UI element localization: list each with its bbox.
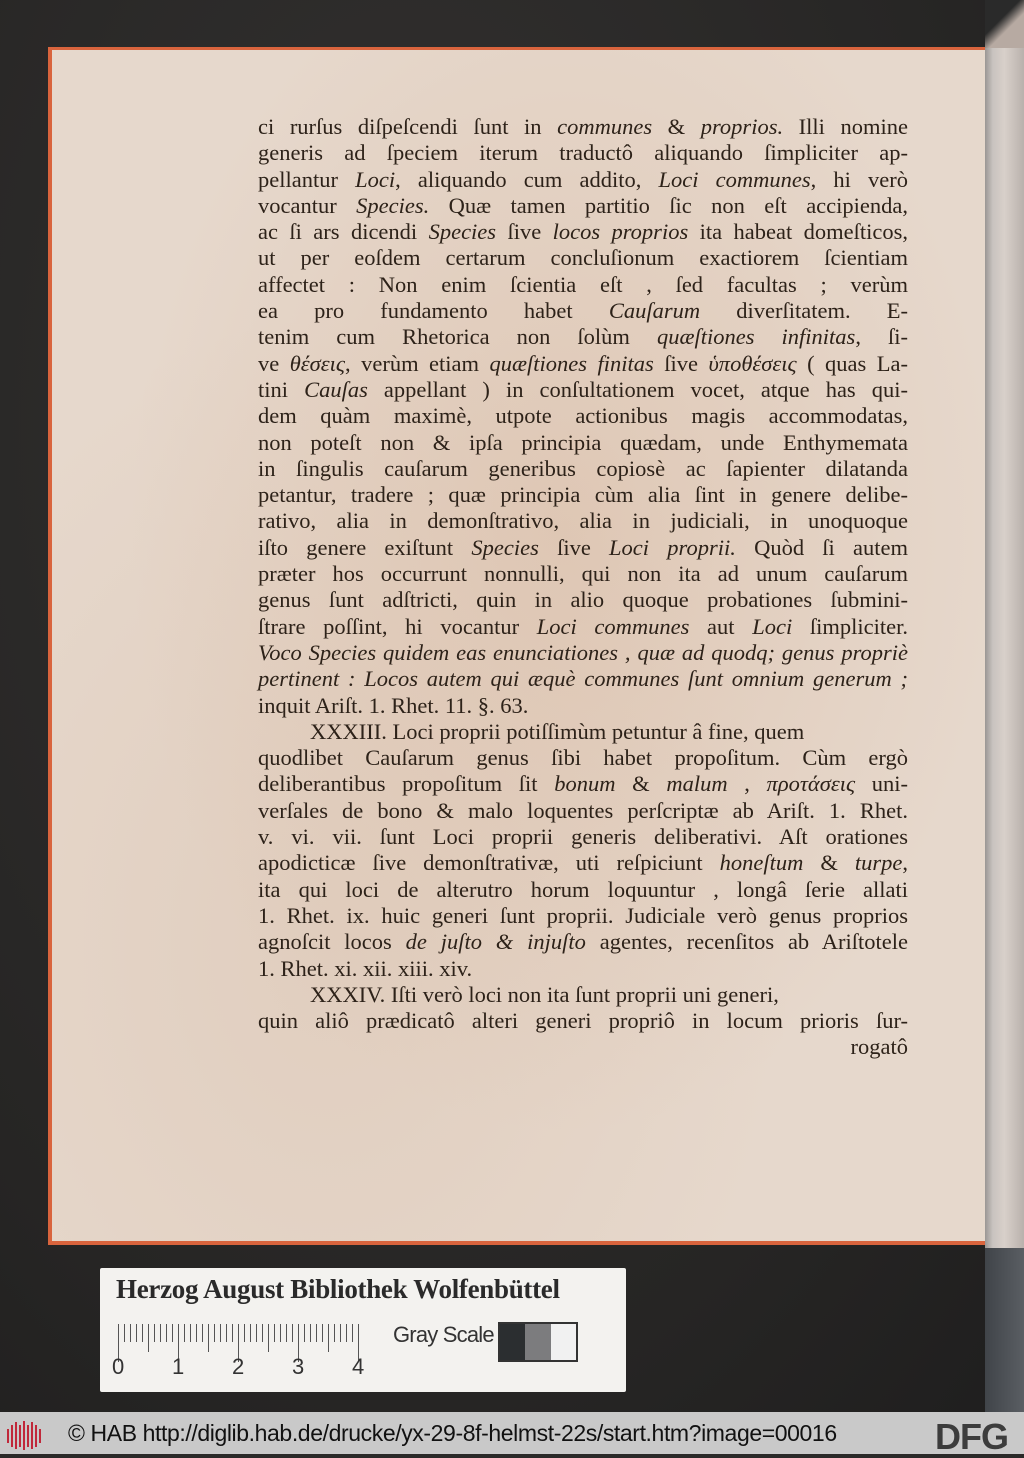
- ruler-tick: [154, 1324, 155, 1342]
- italic-text: Cauſas: [304, 376, 368, 402]
- ruler-tick: [226, 1324, 227, 1342]
- italic-text: communes: [557, 114, 653, 139]
- text-line: [258, 193, 908, 219]
- text-line: [258, 982, 908, 1008]
- gray-swatch: [551, 1324, 576, 1360]
- roman-text: agnoſcit locos: [258, 929, 406, 955]
- roman-text: ,: [902, 850, 908, 876]
- text-line: [258, 693, 908, 719]
- text-line: [258, 482, 908, 508]
- roman-text: &: [615, 771, 667, 797]
- roman-text: iſto genere exiſtunt: [258, 534, 472, 560]
- roman-text: in ſingulis cauſarum generibus copiosè ac ſapienter dilatanda: [258, 455, 908, 481]
- ruler-tick: [262, 1324, 263, 1342]
- roman-text: ita habeat domeſticos,: [688, 219, 908, 245]
- ruler-tick: [172, 1324, 173, 1342]
- italic-text: Species.: [356, 192, 430, 218]
- text-line: [258, 403, 908, 429]
- text-line: [258, 903, 908, 929]
- italic-text: θέσεις: [289, 350, 345, 376]
- ruler-tick: [322, 1324, 323, 1342]
- italic-text: ὑποθέσεις: [708, 350, 797, 376]
- ruler-label: 0: [112, 1354, 125, 1379]
- ruler-tick: [220, 1324, 221, 1342]
- italic-text: Loci communes: [536, 613, 690, 639]
- dfg-logo: DFG: [935, 1416, 1008, 1457]
- library-color-card: [100, 1268, 626, 1392]
- roman-text: petantur, tradere ; quæ principia cùm alia ſint in genere delibe-: [258, 482, 908, 508]
- text-line: [258, 956, 908, 982]
- ruler-tick: [160, 1324, 161, 1342]
- ruler-tick: [244, 1324, 245, 1342]
- text-line: [258, 587, 908, 613]
- italic-text: Loci proprii.: [609, 534, 736, 560]
- italic-text: Voco Species quidem eas enunciationes , quæ ad quodq; genus propriè: [258, 639, 908, 665]
- ruler-tick: [190, 1324, 191, 1342]
- roman-text: tini: [258, 376, 305, 402]
- adjacent-page-shadow: [985, 1248, 1024, 1412]
- roman-text: aut: [689, 613, 753, 639]
- ruler-label: 2: [232, 1354, 245, 1379]
- roman-text: ac ſi ars dicendi: [258, 219, 429, 245]
- ruler-tick: [340, 1324, 341, 1342]
- ruler-tick: [214, 1324, 215, 1342]
- text-line: [258, 745, 908, 771]
- text-line: [258, 298, 908, 324]
- text-line: [258, 877, 908, 903]
- roman-text: Quæ tamen partitio ſic non eſt accipienda,: [429, 192, 908, 218]
- roman-text: ci rurſus diſpeſcendi ſunt in: [258, 114, 558, 139]
- ruler-tick: [310, 1324, 311, 1342]
- roman-text: ea pro fundamento habet: [258, 298, 609, 324]
- roman-text: ve: [258, 350, 290, 376]
- roman-text: ita qui loci de alterutro horum loquuntur , longâ ſerie allati: [258, 876, 908, 902]
- page-text: [258, 114, 908, 1061]
- italic-text: honeſtum: [719, 850, 804, 876]
- ruler-tick: [328, 1324, 329, 1352]
- italic-text: Species: [428, 219, 497, 245]
- italic-text: Species: [471, 534, 539, 560]
- italic-text: προτάσεις: [766, 771, 856, 797]
- ruler-tick: [208, 1324, 209, 1352]
- text-line: [258, 351, 908, 377]
- roman-text: 1. Rhet. ix. huic generi ſunt proprii. Judiciale verò genus proprios: [258, 902, 908, 928]
- text-line: [258, 508, 908, 534]
- roman-text: ſive: [538, 534, 610, 560]
- roman-text: genus ſunt adſtricti, quin in alio quoque probationes ſubmini-: [258, 587, 908, 613]
- ruler-tick: [142, 1324, 143, 1342]
- text-line: [258, 719, 908, 745]
- italic-text: quæſtiones finitas: [489, 350, 654, 376]
- text-line: [258, 430, 908, 456]
- italic-text: quæſtiones infinitas: [656, 324, 856, 350]
- italic-text: bonum: [554, 771, 616, 797]
- roman-text: diverſitatem. E-: [700, 298, 908, 324]
- roman-text: tenim cum Rhetorica non ſolùm: [258, 324, 657, 350]
- text-line: [258, 167, 908, 193]
- roman-text: vocantur: [258, 192, 357, 218]
- text-line: [258, 824, 908, 850]
- roman-text: præter hos occurrunt nonnulli, qui non ita ad unum cauſarum: [258, 561, 908, 587]
- text-line: [258, 219, 908, 245]
- footer-bar: [0, 1412, 1024, 1457]
- text-line: [258, 1008, 908, 1034]
- ruler-tick: [250, 1324, 251, 1342]
- roman-text: Illi nomine: [783, 114, 908, 139]
- text-line: [258, 535, 908, 561]
- text-line: [258, 377, 908, 403]
- italic-text: Loci: [355, 166, 396, 192]
- roman-text: dem quàm maximè, utpote actionibus magis accommodatas,: [258, 403, 908, 429]
- ruler-tick: [286, 1324, 287, 1342]
- roman-text: agentes, recenſitos ab Ariſtotele: [585, 929, 908, 955]
- roman-text: ſive: [496, 219, 553, 245]
- ruler-tick: [346, 1324, 347, 1342]
- ruler-tick: [256, 1324, 257, 1342]
- ruler-tick: [166, 1324, 167, 1342]
- roman-text: quodlibet Cauſarum genus ſibi habet propoſitum. Cùm ergò: [258, 745, 908, 771]
- roman-text: Quòd ſi autem: [735, 534, 908, 560]
- ruler-tick: [232, 1324, 233, 1342]
- ruler-tick: [334, 1324, 335, 1342]
- ruler-tick: [292, 1324, 293, 1342]
- italic-text: pertinent : Locos autem qui æquè communes ſunt omnium generum ;: [258, 666, 908, 692]
- roman-text: ,: [727, 771, 767, 797]
- roman-text: , verùm etiam: [344, 350, 490, 376]
- roman-text: , aliquando cum addito,: [395, 166, 659, 192]
- ruler-label: 4: [352, 1354, 365, 1379]
- text-line: [258, 850, 908, 876]
- italic-text: Cauſarum: [608, 298, 701, 324]
- text-line: [258, 114, 908, 140]
- text-line: [258, 324, 908, 350]
- text-line: [258, 561, 908, 587]
- ruler-tick: [274, 1324, 275, 1342]
- italic-text: Loci communes: [658, 166, 811, 192]
- gray-swatch: [500, 1324, 525, 1360]
- roman-text: affectet : Non enim ſcientia eſt , ſed facultas ; verùm: [258, 271, 908, 297]
- roman-text: generis ad ſpeciem iterum traductô aliquando ſimpliciter ap-: [258, 140, 908, 166]
- roman-text: ( quas La-: [796, 350, 908, 376]
- copyright-url[interactable]: © HAB http://diglib.hab.de/drucke/yx-29-8f-helmst-22s/start.htm?image=00016: [68, 1420, 837, 1446]
- ruler-label: 3: [292, 1354, 305, 1379]
- roman-text: v. vi. vii. ſunt Loci proprii generis deliberativi. Aſt orationes: [258, 824, 908, 850]
- hab-logo-icon: [5, 1419, 45, 1451]
- text-line: [258, 140, 908, 166]
- roman-text: pellantur: [258, 166, 356, 192]
- text-line: [258, 771, 908, 797]
- ruler-tick: [196, 1324, 197, 1342]
- roman-text: uni-: [855, 771, 908, 797]
- ruler-tick: [130, 1324, 131, 1342]
- italic-text: de juſto & injuſto: [405, 929, 586, 955]
- roman-text: &: [803, 850, 855, 876]
- gray-swatch: [525, 1324, 550, 1360]
- adjacent-page-edge: [985, 0, 1024, 1412]
- text-line: [258, 640, 908, 666]
- ruler-tick: [202, 1324, 203, 1342]
- text-line: [258, 666, 908, 692]
- ruler-tick: [268, 1324, 269, 1352]
- roman-text: inquit Ariſt. 1. Rhet. 11. §. 63.: [258, 692, 529, 718]
- text-line: [258, 614, 908, 640]
- roman-text: XXXIV. Iſti verò loci non ita ſunt proprii uni generi,: [310, 981, 779, 1007]
- ruler-tick: [304, 1324, 305, 1342]
- text-line: [258, 272, 908, 298]
- roman-text: , hi verò: [810, 166, 908, 192]
- italic-text: proprios.: [700, 114, 784, 139]
- roman-text: ſive: [653, 350, 709, 376]
- gray-scale-label: Gray Scale: [393, 1322, 494, 1347]
- roman-text: , ſi-: [855, 324, 908, 350]
- ruler-tick: [136, 1324, 137, 1342]
- italic-text: malum: [666, 771, 728, 797]
- roman-text: verſales de bono & malo loquentes perſcriptæ ab Ariſt. 1. Rhet.: [258, 797, 908, 823]
- ruler-tick: [352, 1324, 353, 1342]
- ruler-tick: [184, 1324, 185, 1342]
- ruler-label: 1: [172, 1354, 185, 1379]
- text-line: [258, 929, 908, 955]
- ruler-tick: [316, 1324, 317, 1342]
- adjacent-page-corner: [985, 0, 1024, 48]
- ruler-tick: [124, 1324, 125, 1342]
- text-line: [258, 798, 908, 824]
- roman-text: quin aliô prædicatô alteri generi propriô in locum prioris ſur-: [258, 1008, 908, 1034]
- italic-text: locos proprios: [552, 219, 689, 245]
- text-line: [258, 1034, 908, 1060]
- roman-text: rativo, alia in demonſtrativo, alia in judiciali, in unoquoque: [258, 508, 908, 534]
- text-line: [258, 456, 908, 482]
- text-line: [258, 245, 908, 271]
- roman-text: ſtrare poſſint, hi vocantur: [258, 613, 537, 639]
- italic-text: turpe: [854, 850, 903, 876]
- roman-text: ſimpliciter.: [792, 613, 909, 639]
- library-name: Herzog August Bibliothek Wolfenbüttel: [116, 1274, 560, 1304]
- roman-text: deliberantibus propoſitum ſit: [258, 771, 555, 797]
- roman-text: &: [652, 114, 701, 139]
- roman-text: ut per eoſdem certarum concluſionum exactiorem ſcientiam: [258, 245, 908, 271]
- gray-scale-swatches: [498, 1322, 578, 1362]
- roman-text: appellant ) in conſultationem vocet, atque has qui-: [367, 376, 908, 402]
- roman-text: apodicticæ ſive demonſtrativæ, uti reſpiciunt: [258, 850, 720, 876]
- ruler-tick: [148, 1324, 149, 1352]
- roman-text: rogatô: [850, 1034, 908, 1060]
- ruler-tick: [280, 1324, 281, 1342]
- roman-text: non poteſt non & ipſa principia quædam, unde Enthymemata: [258, 429, 908, 455]
- roman-text: XXXIII. Loci proprii potiſſimùm petuntur â fine, quem: [310, 718, 805, 744]
- italic-text: Loci: [752, 613, 793, 639]
- roman-text: 1. Rhet. xi. xii. xiii. xiv.: [258, 955, 473, 981]
